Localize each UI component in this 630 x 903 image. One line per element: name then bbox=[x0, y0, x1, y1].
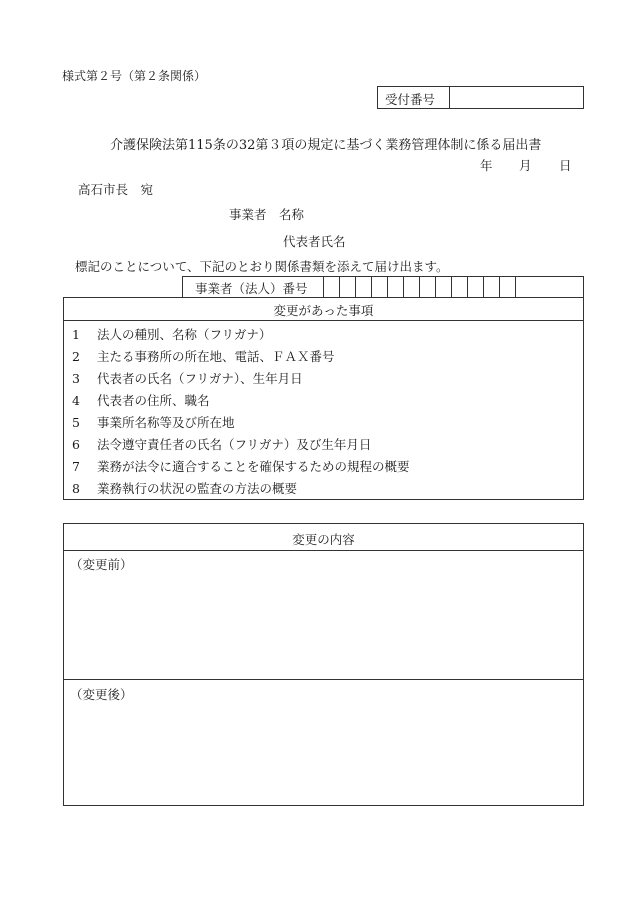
item-text: 代表者の氏名（フリガナ）、生年月日 bbox=[96, 371, 303, 386]
corp-number-digit-cell[interactable] bbox=[388, 277, 403, 297]
corp-number-digit-cell[interactable] bbox=[516, 277, 531, 297]
before-label: （変更前） bbox=[70, 557, 133, 572]
item-text: 法令遵守責任者の氏名（フリガナ）及び生年月日 bbox=[96, 437, 372, 452]
receipt-number-label: 受付番号 bbox=[385, 92, 436, 107]
list-item[interactable] bbox=[72, 391, 209, 409]
change-content-header-divider bbox=[64, 550, 583, 551]
item-text: 事業所名称等及び所在地 bbox=[96, 415, 235, 430]
date-year: 年 bbox=[480, 158, 493, 173]
item-no: 5 bbox=[72, 415, 80, 430]
corp-number-digit-cell[interactable] bbox=[404, 277, 419, 297]
item-text: 業務が法令に適合することを確保するための規程の概要 bbox=[96, 459, 410, 474]
date-day: 日 bbox=[559, 158, 572, 173]
date-month: 月 bbox=[519, 158, 532, 173]
item-no: 6 bbox=[72, 437, 80, 452]
corp-number-digit-cell[interactable] bbox=[500, 277, 515, 297]
list-item[interactable] bbox=[72, 347, 334, 365]
before-after-divider bbox=[64, 679, 583, 680]
item-text: 代表者の住所、職名 bbox=[96, 393, 210, 408]
receipt-divider bbox=[449, 87, 450, 108]
before-content-area[interactable] bbox=[64, 572, 583, 676]
after-label: （変更後） bbox=[70, 687, 133, 702]
corp-number-digit-cell[interactable] bbox=[436, 277, 451, 297]
operator-name-label: 事業者 名称 bbox=[229, 207, 305, 222]
change-content-table bbox=[63, 523, 584, 806]
corp-number-digit-cell[interactable] bbox=[372, 277, 387, 297]
item-no: 1 bbox=[72, 327, 80, 342]
corp-number-digit-cell[interactable] bbox=[468, 277, 483, 297]
change-content-header: 変更の内容 bbox=[292, 532, 355, 547]
item-text: 業務執行の状況の監査の方法の概要 bbox=[96, 481, 297, 496]
corp-number-digit-cell[interactable] bbox=[340, 277, 355, 297]
corp-number-digit-cell[interactable] bbox=[420, 277, 435, 297]
representative-label: 代表者氏名 bbox=[283, 234, 346, 249]
item-no: 2 bbox=[72, 349, 80, 364]
changed-items-header: 変更があった事項 bbox=[273, 303, 374, 318]
after-content-area[interactable] bbox=[64, 702, 583, 804]
item-text: 法人の種別、名称（フリガナ） bbox=[96, 327, 272, 342]
corp-number-label: 事業者（法人）番号 bbox=[195, 281, 308, 296]
item-no: 7 bbox=[72, 459, 80, 474]
list-item[interactable] bbox=[72, 325, 271, 343]
corp-number-digit-cell[interactable] bbox=[356, 277, 371, 297]
list-item[interactable] bbox=[72, 435, 371, 453]
corp-number-row bbox=[182, 276, 584, 298]
list-item[interactable] bbox=[72, 369, 303, 387]
changed-items-header-divider bbox=[64, 320, 583, 321]
corp-number-digit-cell[interactable] bbox=[452, 277, 467, 297]
receipt-number-field[interactable] bbox=[456, 87, 576, 108]
list-item[interactable] bbox=[72, 457, 409, 475]
addressee: 高石市長 宛 bbox=[78, 182, 154, 197]
item-text: 主たる事務所の所在地、電話、ＦＡＸ番号 bbox=[96, 349, 335, 364]
item-no: 3 bbox=[72, 371, 80, 386]
list-item[interactable] bbox=[72, 479, 297, 497]
corp-number-digit-cell[interactable] bbox=[324, 277, 339, 297]
item-no: 8 bbox=[72, 481, 80, 496]
form-id: 様式第２号（第２条関係） bbox=[62, 69, 207, 83]
intro-text: 標記のことについて、下記のとおり関係書類を添えて届け出ます。 bbox=[75, 259, 449, 274]
item-no: 4 bbox=[72, 393, 80, 408]
changed-items-table bbox=[63, 297, 584, 500]
corp-number-digit-cell[interactable] bbox=[484, 277, 499, 297]
document-title: 介護保険法第115条の32第３項の規定に基づく業務管理体制に係る届出書 bbox=[110, 138, 542, 153]
receipt-number-box bbox=[377, 86, 584, 109]
list-item[interactable] bbox=[72, 413, 234, 431]
